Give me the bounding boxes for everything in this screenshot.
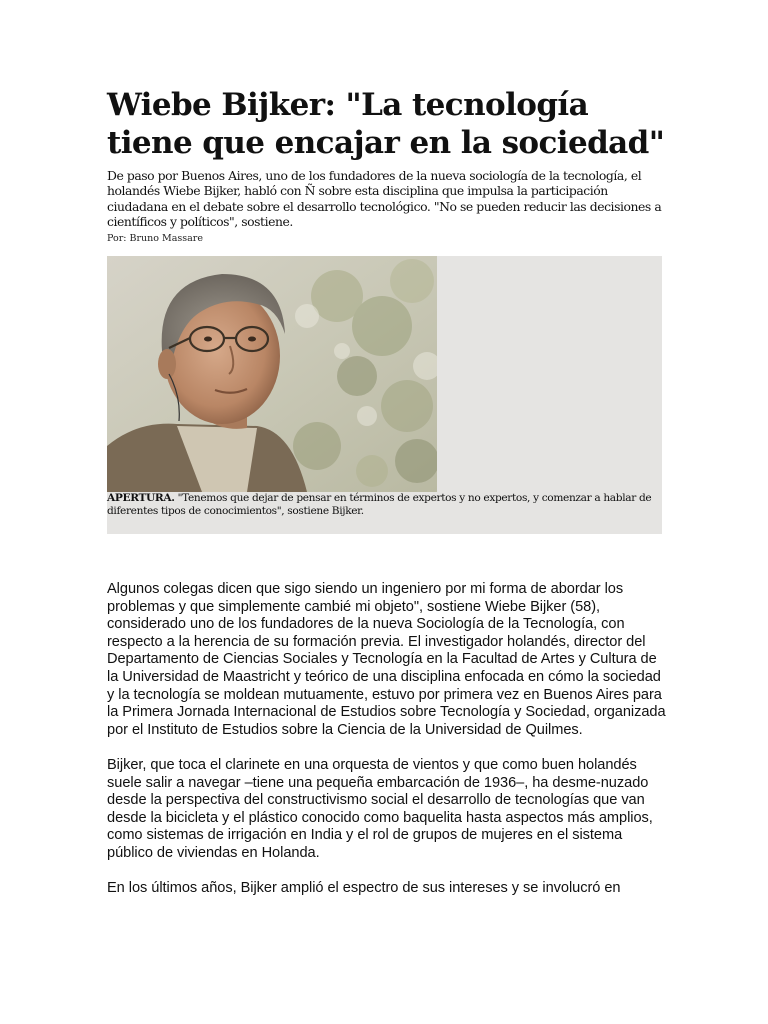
article-body [107,581,667,915]
article-byline: Por: Bruno Massare [107,233,203,244]
body-paragraph: Bijker, que toca el clarinete en una orquesta de vientos y que como buen holandés suele salir a navegar –tiene una pequeña embarcación de 1936–, ha desme-nuzado desde la perspectiva del constructivismo social el desarrollo de tecnologías que van desde la bicicleta y el plástico conocido como baquelita hasta aspectos más amplios, como sistemas de irrigación en India y el rol de grupos de mujeres en el sistema público de viviendas en Holanda. [107,756,653,861]
body-paragraph: Algunos colegas dicen que sigo siendo un ingeniero por mi forma de abordar los problemas y que simplemente cambié mi objeto", sostiene Wiebe Bijker (58), considerado uno de los fundadores de la nueva Sociología de la Tecnología, con respecto a la herencia de su formación previa. El investigador holandés, director del Departamento de Ciencias Sociales y Tecnología en la Facultad de Artes y Cultura de la Universidad de Maastricht y teórico de una disciplina enfocada en cómo la sociedad y la tecnología se moldean mutuamente, estuvo por primera vez en Buenos Aires para la Primera Jornada Internacional de Estudios sobre Tecnología y Sociedad, organizada por el Instituto de Estudios sobre la Ciencia de la Universidad de Quilmes. [107,581,666,738]
caption-text: "Tenemos que dejar de pensar en términos de expertos y no expertos, y comenzar a hablar de diferentes tipos de conocimientos", sostiene Bijker. [107,492,652,517]
article-title: Wiebe Bijker: "La tecnología tiene que encajar en la sociedad" [107,87,665,161]
photo-block [107,256,662,534]
caption-label: APERTURA. [107,492,175,504]
portrait-photo [107,256,437,492]
photo-caption [107,492,662,518]
body-paragraph: En los últimos años, Bijker amplió el espectro de sus intereses y se involucró en [107,880,621,897]
article-lede: De paso por Buenos Aires, uno de los fundadores de la nueva sociología de la tecnología, el holandés Wiebe Bijker, habló con Ñ sobre esta disciplina que impulsa la participación ciudadana en el debate sobre el desarrollo tecnológico. "No se pueden reducir las decisiones a científicos y políticos", sostiene. [107,168,662,230]
